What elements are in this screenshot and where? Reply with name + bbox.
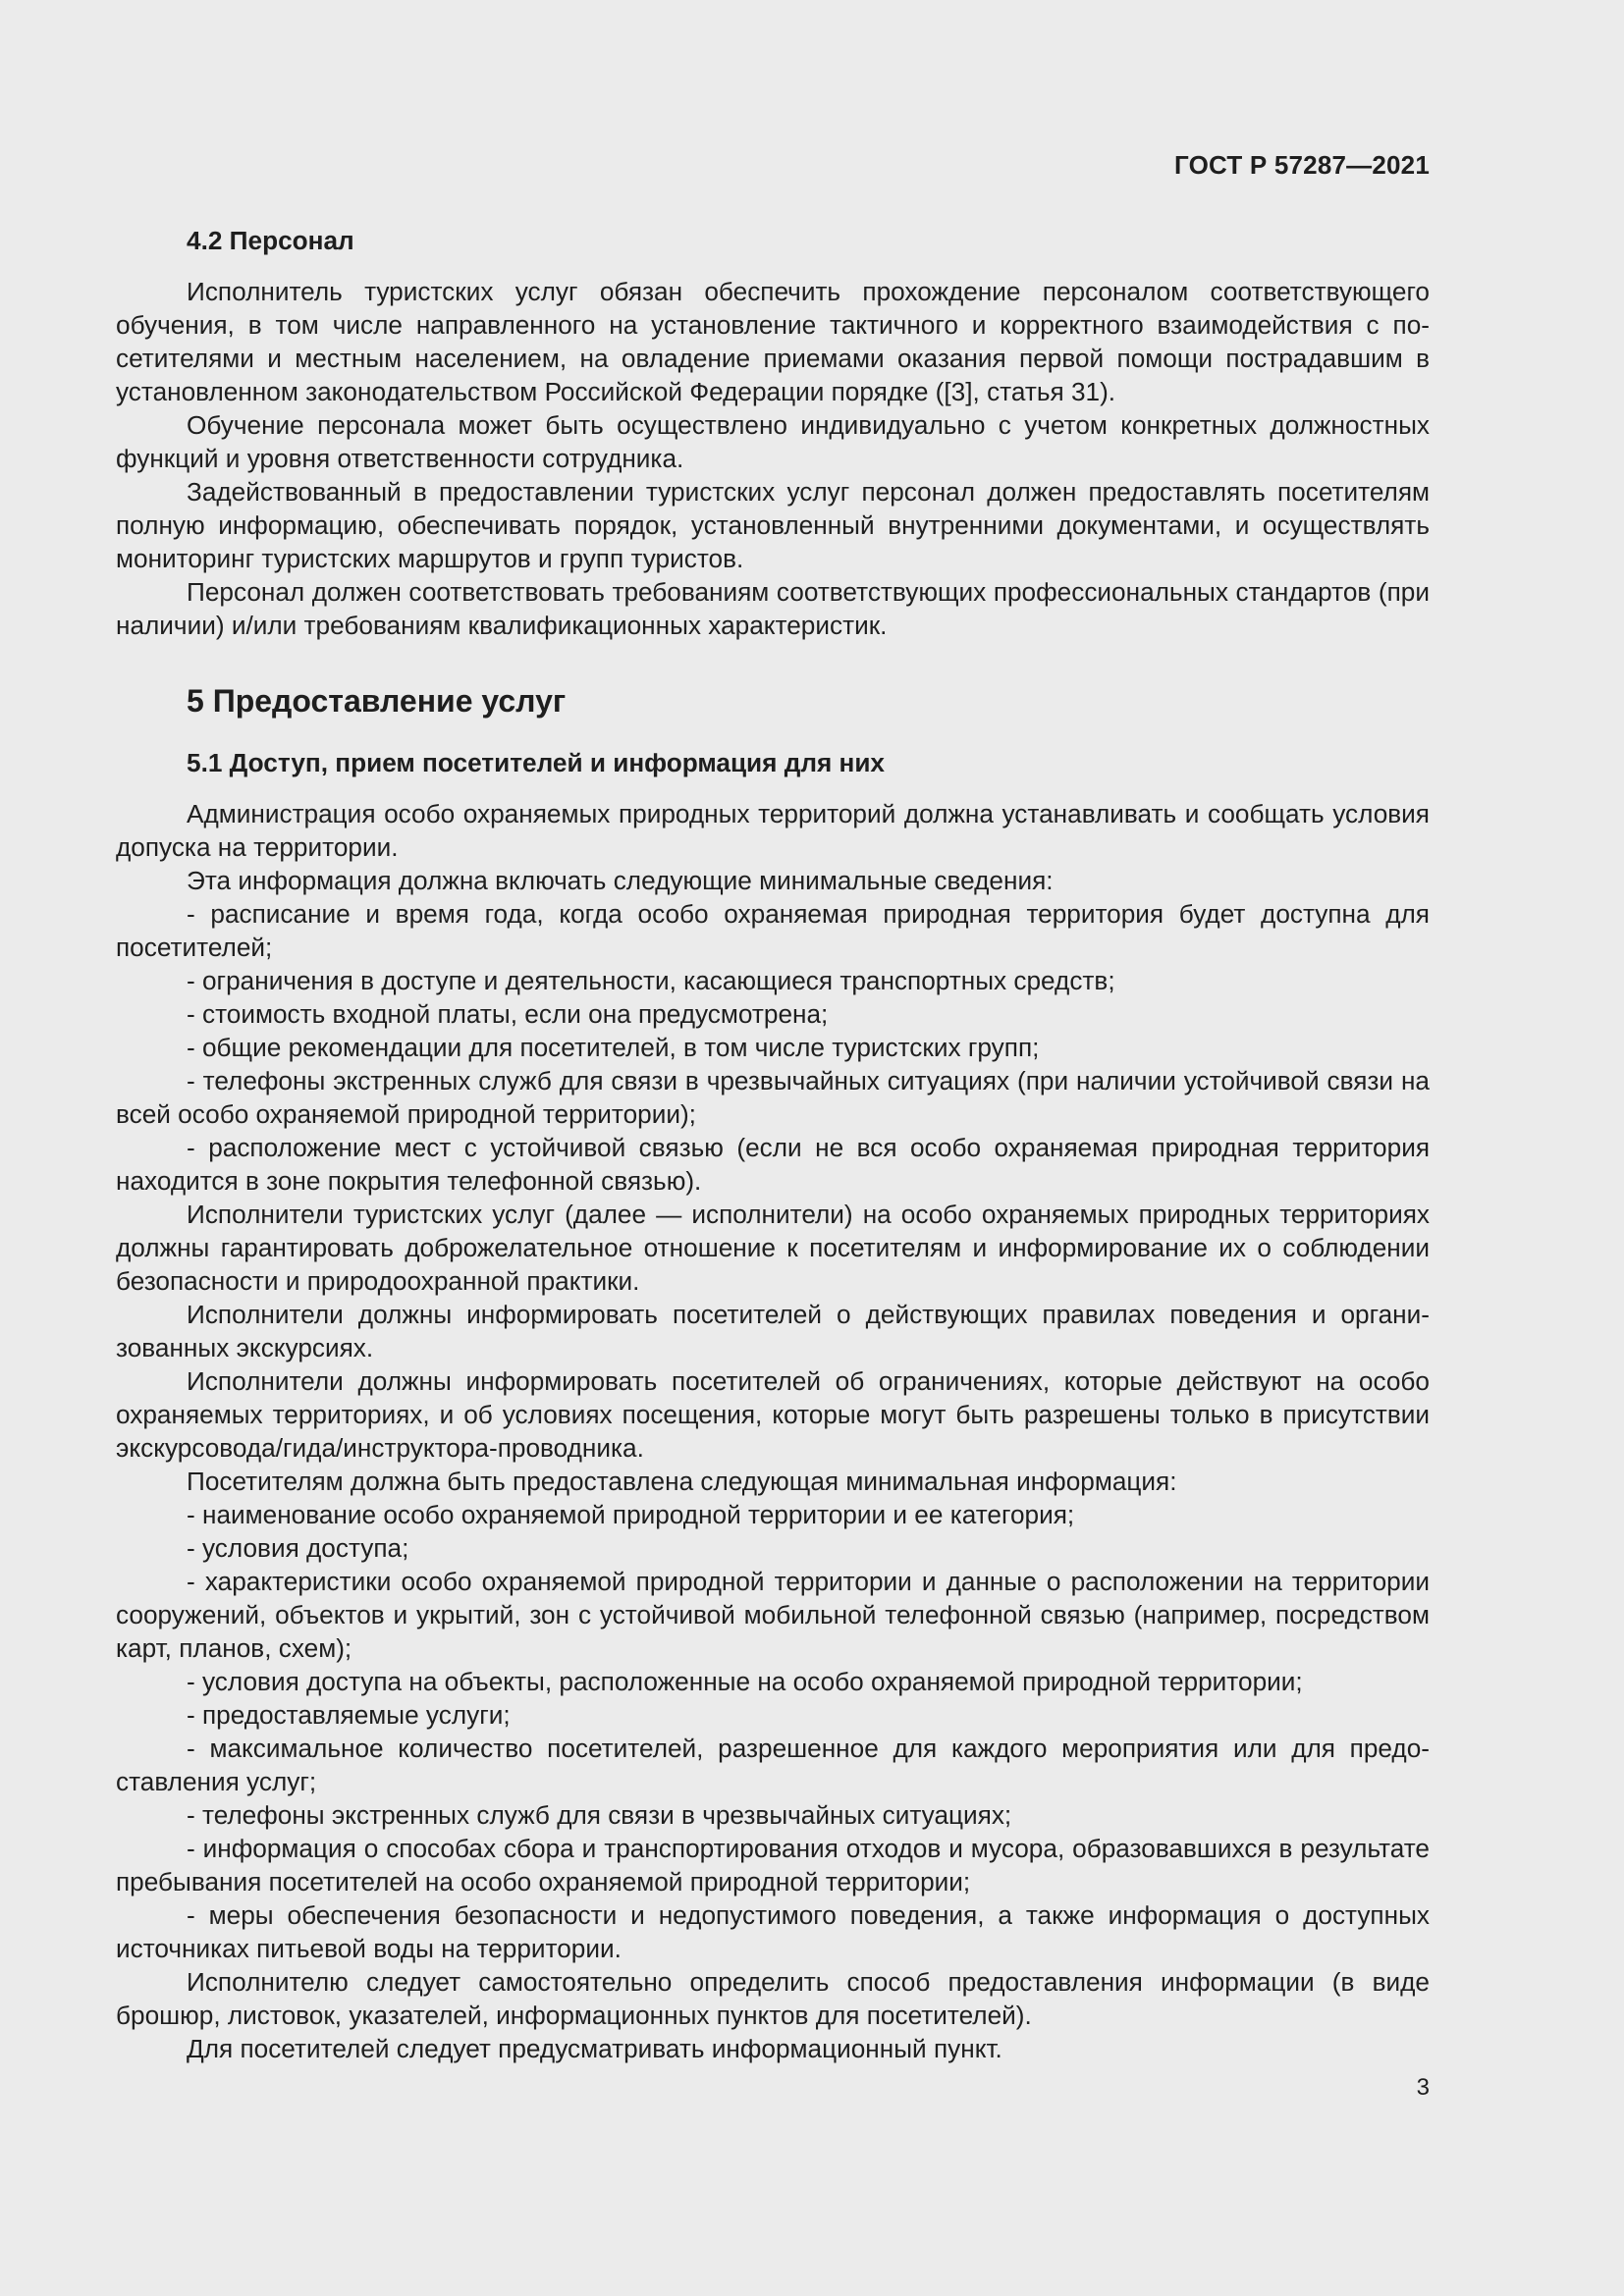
page-content bbox=[116, 224, 1430, 2065]
paragraph: Посетителям должна быть предоставлена следующая минимальная информация: bbox=[187, 1467, 1177, 1496]
list-item: - расположение мест с устойчивой связью (если не вся особо охраняемая природная территория находится в зоне покрытия телефонной связью). bbox=[116, 1133, 1430, 1196]
section-4-2-heading: 4.2 Персонал bbox=[187, 226, 354, 255]
page-number: 3 bbox=[1416, 2074, 1430, 2101]
paragraph: Исполнители должны информировать посетителей о действующих правилах поведения и организованных экскурсиях. bbox=[116, 1300, 1430, 1362]
list-item: - характеристики особо охраняемой природной территории и данные о расположении на территории сооружений, объектов и укрытий, зон с устойчивой мобильной телефонной связью (например, посредством карт, планов, схем); bbox=[116, 1567, 1430, 1663]
list-item: - общие рекомендации для посетителей, в том числе туристских групп; bbox=[187, 1033, 1040, 1062]
list-item: - информация о способах сбора и транспортирования отходов и мусора, образовавшихся в результате пребывания посетителей на особо охраняемой природной территории; bbox=[116, 1834, 1430, 1896]
paragraph: Задействованный в предоставлении туристских услуг персонал должен предоставлять посетителям полную информацию, обеспечивать порядок, установленный внутренними документами, и осуществлять мониторинг туристских маршрутов и групп туристов. bbox=[116, 477, 1430, 573]
list-item: - предоставляемые услуги; bbox=[187, 1700, 511, 1730]
list-item: - стоимость входной платы, если она предусмотрена; bbox=[187, 999, 829, 1029]
paragraph: Исполнители туристских услуг (далее — исполнители) на особо охраняемых природных территориях должны гарантировать доброжелательное отношение к посетителям и информирование их о соблюдении безопасности и природоохранной практики. bbox=[116, 1200, 1430, 1296]
paragraph: Обучение персонала может быть осуществлено индивидуально с учетом конкретных должностных функций и уровня ответственности сотрудника. bbox=[116, 410, 1430, 473]
paragraph: Исполнители должны информировать посетителей об ограничениях, которые действуют на особо охраняемых территориях, и об условиях посещения, которые могут быть разрешены только в присутствии экскурсовода/гида/инструктора-проводника. bbox=[116, 1366, 1430, 1463]
paragraph: Для посетителей следует предусматривать информационный пункт. bbox=[187, 2034, 1002, 2063]
list-item: - телефоны экстренных служб для связи в чрезвычайных ситуациях (при наличии устойчивой связи на всей особо охраняемой природной территории); bbox=[116, 1066, 1430, 1129]
paragraph: Исполнитель туристских услуг обязан обеспечить прохождение персоналом соответствующего обучения, в том числе направленного на установление тактичного и корректного взаимодействия с посетителями и местным населением, на овладение приемами оказания первой помощи пострадавшим в установленном законодательством Российской Федерации порядке ([3], статья 31). bbox=[116, 277, 1430, 406]
list-item: - ограничения в доступе и деятельности, касающиеся транспортных средств; bbox=[187, 966, 1115, 995]
list-item: - меры обеспечения безопасности и недопустимого поведения, а также информация о доступных источниках питьевой воды на территории. bbox=[116, 1900, 1430, 1963]
list-item: - условия доступа на объекты, расположенные на особо охраняемой природной территории; bbox=[187, 1667, 1303, 1696]
paragraph: Исполнителю следует самостоятельно определить способ предоставления информации (в виде брошюр, листовок, указателей, информационных пунктов для посетителей). bbox=[116, 1967, 1430, 2030]
paragraph: Персонал должен соответствовать требованиям соответствующих профессиональных стандартов (при наличии) и/или требованиям квалификационных характеристик. bbox=[116, 577, 1430, 640]
paragraph: Администрация особо охраняемых природных территорий должна устанавливать и сообщать условия допуска на территории. bbox=[116, 799, 1430, 862]
paragraph: Эта информация должна включать следующие минимальные сведения: bbox=[187, 866, 1054, 895]
document-code: ГОСТ Р 57287—2021 bbox=[1174, 150, 1430, 180]
section-5-heading: 5 Предоставление услуг bbox=[187, 683, 567, 719]
list-item: - телефоны экстренных служб для связи в чрезвычайных ситуациях; bbox=[187, 1800, 1012, 1830]
list-item: - расписание и время года, когда особо охраняемая природная территория будет доступна для посетителей; bbox=[116, 899, 1430, 962]
section-5-1-heading: 5.1 Доступ, прием посетителей и информация для них bbox=[187, 748, 885, 777]
list-item: - максимальное количество посетителей, разрешенное для каждого мероприятия или для предоставления услуг; bbox=[116, 1734, 1430, 1796]
list-item: - условия доступа; bbox=[187, 1533, 409, 1563]
list-item: - наименование особо охраняемой природной территории и ее категория; bbox=[187, 1500, 1075, 1529]
document-page bbox=[116, 0, 1430, 2296]
